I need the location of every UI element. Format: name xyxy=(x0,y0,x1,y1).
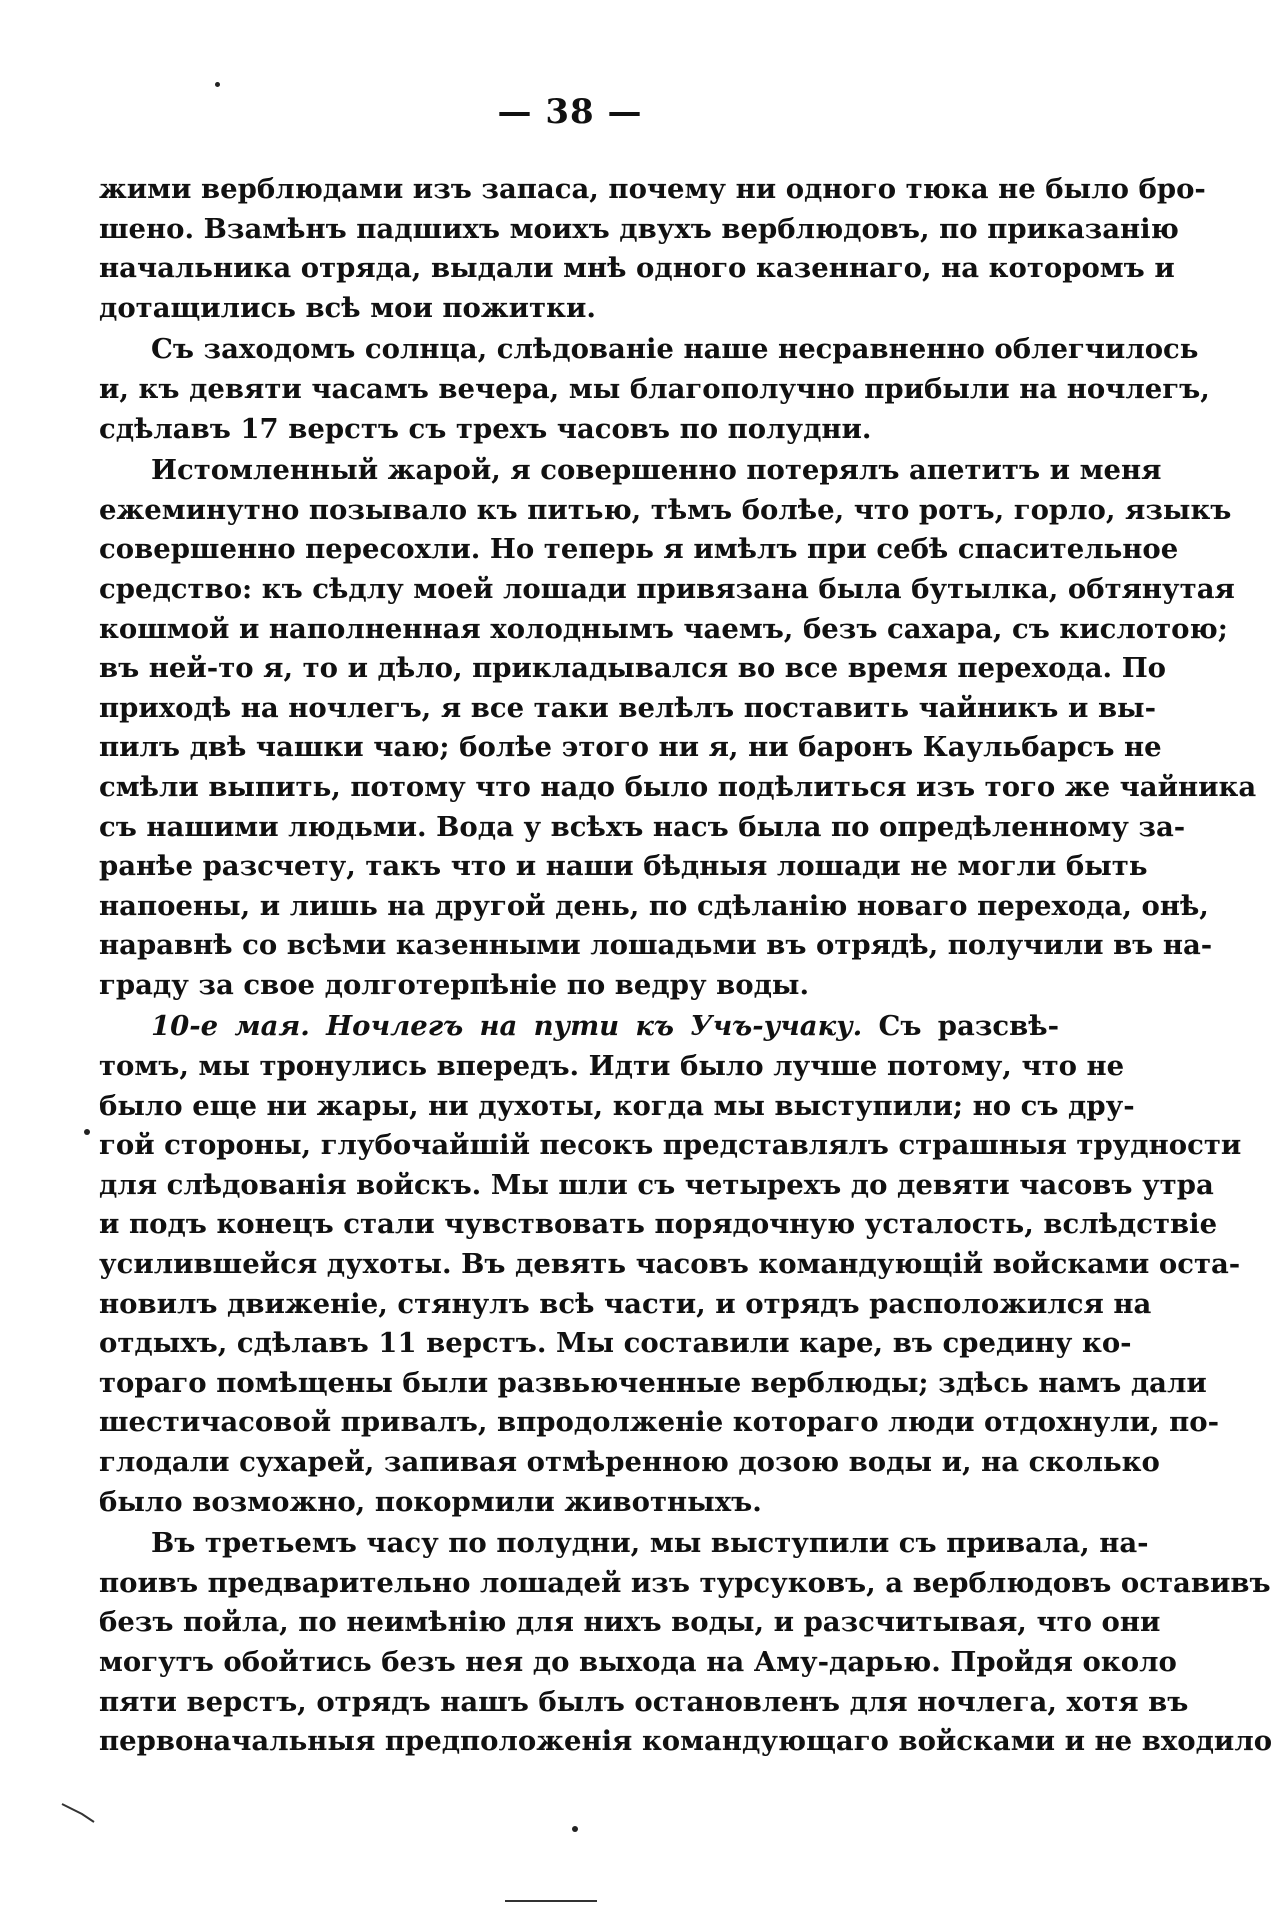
text-line: ранѣе разсчету, такъ что и наши бѣдныя лошади не могли быть xyxy=(99,850,1148,883)
text-line: могутъ обойтись безъ нея до выхода на Аму-дарью. Пройдя около xyxy=(99,1645,1177,1678)
text-line: граду за свое долготерпѣніе по ведру воды. xyxy=(99,968,810,1001)
text-line: шено. Взамѣнъ падшихъ моихъ двухъ верблюдовъ, по приказанію xyxy=(99,212,1179,245)
scan-speck xyxy=(215,82,220,87)
text-line: кошмой и наполненная холоднымъ чаемъ, безъ сахара, съ кислотою; xyxy=(99,612,1228,645)
text-line: и подъ конецъ стали чувствовать порядочную усталость, вслѣдствіе xyxy=(99,1208,1218,1241)
text-line: и, къ девяти часамъ вечера, мы благополучно прибыли на ночлегъ, xyxy=(99,372,1210,405)
scan-speck xyxy=(572,1826,578,1832)
body-text xyxy=(99,170,1272,1764)
text-line: напоены, и лишь на другой день, по сдѣланію новаго перехода, онѣ, xyxy=(99,889,1209,922)
text-line xyxy=(99,1007,1059,1047)
paragraph-2 xyxy=(99,330,1210,449)
scan-speck xyxy=(84,1129,90,1135)
text-line: въ ней-то я, то и дѣло, прикладывался во все время перехода. По xyxy=(99,652,1167,685)
text-line: приходѣ на ночлегъ, я все таки велѣлъ поставить чайникъ и вы- xyxy=(99,691,1157,724)
text-line: отдыхъ, сдѣлавъ 11 верстъ. Мы составили каре, въ средину ко- xyxy=(99,1327,1132,1360)
date-heading: 10-е мая. Ночлегъ на пути къ Учъ-учаку. xyxy=(151,1010,863,1043)
scan-scribble-mark xyxy=(60,1800,100,1824)
text-line: было еще ни жары, ни духоты, когда мы выступили; но съ дру- xyxy=(99,1089,1135,1122)
text-line: поивъ предварительно лошадей изъ турсуковъ, а верблюдовъ оставивъ xyxy=(99,1566,1271,1599)
paragraph-3 xyxy=(99,451,1257,1005)
heading-line-rest: Съ разсвѣ- xyxy=(878,1010,1059,1043)
text-line: пяти верстъ, отрядъ нашъ былъ остановленъ для ночлега, хотя въ xyxy=(99,1685,1189,1718)
text-line: Истомленный жарой, я совершенно потерялъ апетитъ и меня xyxy=(151,454,1162,487)
text-line: усилившейся духоты. Въ девять часовъ командующій войсками оста- xyxy=(99,1248,1241,1281)
paragraph-4 xyxy=(99,1007,1242,1522)
text-line: гой стороны, глубочайшій песокъ представлялъ страшныя трудности xyxy=(99,1129,1242,1162)
text-line: совершенно пересохли. Но теперь я имѣлъ при себѣ спасительное xyxy=(99,533,1179,566)
text-line: жими верблюдами изъ запаса, почему ни одного тюка не было бро- xyxy=(99,173,1206,205)
text-line: первоначальныя предположенія командующаго войсками и не входило xyxy=(99,1725,1272,1758)
text-line: безъ пойла, по неимѣнію для нихъ воды, и разсчитывая, что они xyxy=(99,1606,1161,1639)
paragraph-1 xyxy=(99,170,1206,328)
text-line: глодали сухарей, запивая отмѣренною дозою воды и, на сколько xyxy=(99,1446,1160,1478)
text-line: новилъ движеніе, стянулъ всѣ части, и отрядъ расположился на xyxy=(99,1287,1152,1320)
text-line: было возможно, покормили животныхъ. xyxy=(99,1485,762,1518)
text-line: дотащились всѣ мои пожитки. xyxy=(99,291,596,324)
text-line: тораго помѣщены были развьюченные верблюды; здѣсь намъ дали xyxy=(99,1366,1207,1399)
text-line: Въ третьемъ часу по полудни, мы выступили съ привала, на- xyxy=(151,1527,1149,1560)
text-line: наравнѣ со всѣми казенными лошадьми въ отрядѣ, получили въ на- xyxy=(99,929,1213,962)
text-line: сдѣлавъ 17 верстъ съ трехъ часовъ по полудни. xyxy=(99,412,872,445)
text-line: начальника отряда, выдали мнѣ одного казеннаго, на которомъ и xyxy=(99,252,1175,285)
text-line: ежеминутно позывало къ питью, тѣмъ болѣе, что ротъ, горло, языкъ xyxy=(99,493,1232,526)
text-line: пилъ двѣ чашки чаю; болѣе этого ни я, ни баронъ Каульбарсъ не xyxy=(99,731,1162,764)
bottom-rule xyxy=(505,1900,597,1902)
text-line: шестичасовой привалъ, впродолженіе котораго люди отдохнули, по- xyxy=(99,1406,1220,1439)
paragraph-5 xyxy=(99,1524,1272,1762)
page-number: — 38 — xyxy=(497,92,643,132)
text-line: средство: къ сѣдлу моей лошади привязана была бутылка, обтянутая xyxy=(99,572,1235,605)
text-line: Съ заходомъ солнца, слѣдованіе наше несравненно облегчилось xyxy=(151,333,1199,366)
text-line: томъ, мы тронулись впередъ. Идти было лучше потому, что не xyxy=(99,1050,1125,1083)
text-line: смѣли выпить, потому что надо было подѣлиться изъ того же чайника xyxy=(99,770,1257,803)
text-line: для слѣдованія войскъ. Мы шли съ четырехъ до девяти часовъ утра xyxy=(99,1168,1214,1201)
text-line: съ нашими людьми. Вода у всѣхъ насъ была по опредѣленному за- xyxy=(99,810,1186,843)
